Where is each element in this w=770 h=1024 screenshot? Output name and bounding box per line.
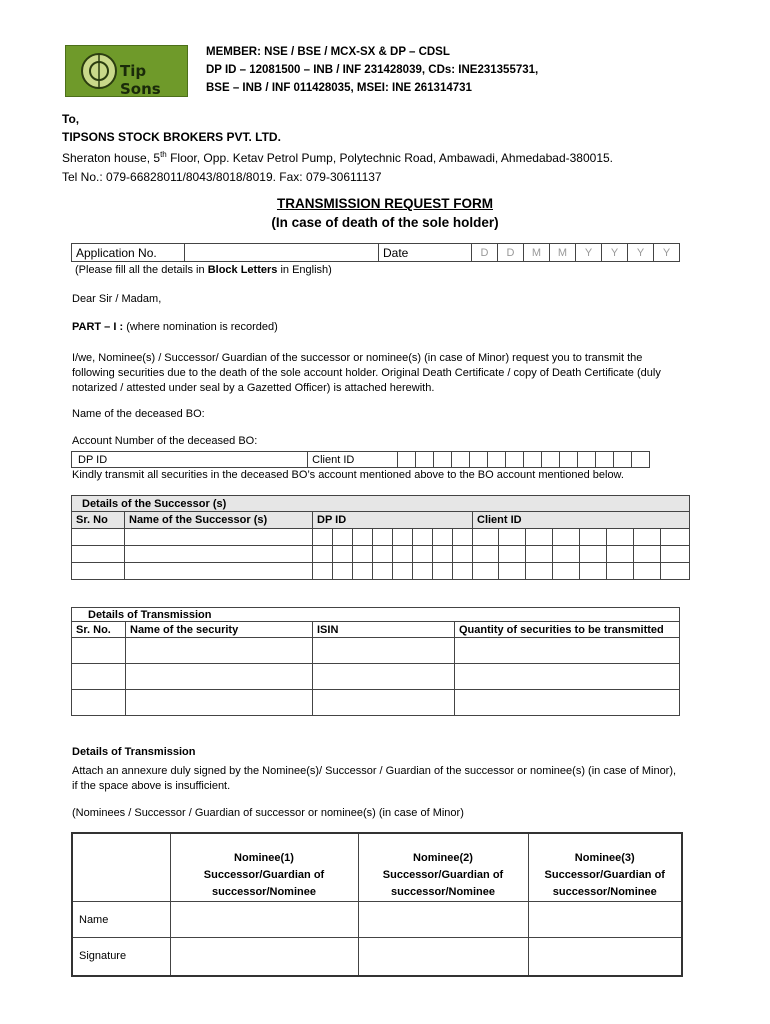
col-quantity: Quantity of securities to be transmitted [455,622,680,638]
header-line-1: MEMBER: NSE / BSE / MCX-SX & DP – CDSL [206,46,450,58]
nominee-1-name-field[interactable] [170,902,358,938]
table-row [72,638,680,664]
client-id-cell[interactable] [524,452,542,468]
nominee-1-signature-field[interactable] [170,938,358,976]
date-cell[interactable]: Y [628,244,654,262]
col-security-name: Name of the security [126,622,313,638]
dp-id-label: DP ID [72,452,308,468]
table-row [72,546,690,563]
table-row [72,563,690,580]
nominee-2-header: Nominee(2) Successor/Guardian of successor/Nominee [358,833,528,902]
client-id-cell[interactable] [632,452,650,468]
client-id-cell[interactable] [542,452,560,468]
client-id-cell[interactable] [398,452,416,468]
request-paragraph: I/we, Nominee(s) / Successor/ Guardian of the successor or nominee(s) (in case of Minor) request you to transmit the following securities due to the death of the sole account holder. Original Death Certificate / copy of Death Certificate (duly notarized / attested under seal by a Gazetted Officer) is attached herewith. [72,352,661,394]
form-title: TRANSMISSION REQUEST FORM [276,196,493,211]
form-subtitle: (In case of death of the sole holder) [271,215,499,230]
col-sr-no: Sr. No. [72,622,126,638]
part-heading: PART – I : (where nomination is recorded) [72,321,278,333]
date-cell[interactable]: M [524,244,550,262]
application-number-field[interactable] [185,244,379,262]
nominee-3-name-field[interactable] [528,902,682,938]
client-id-cell[interactable] [578,452,596,468]
transmission-table [71,607,680,716]
deceased-name-label: Name of the deceased BO: [72,408,205,420]
account-number-label: Account Number of the deceased BO: [72,435,258,447]
deceased-account-row [71,451,650,468]
col-successor-name: Name of the Successor (s) [125,512,313,529]
client-id-cell[interactable] [434,452,452,468]
date-cell[interactable]: Y [602,244,628,262]
application-row [71,243,680,262]
table-row [72,664,680,690]
block-letters-note: (Please fill all the details in Block Letters in English) [75,264,332,276]
nominee-2-name-field[interactable] [358,902,528,938]
client-id-cell[interactable] [560,452,578,468]
address-line: Sheraton house, 5th Floor, Opp. Ketav Petrol Pump, Polytechnic Road, Ambawadi, Ahmedabad-380015. [62,150,614,165]
client-id-cell[interactable] [470,452,488,468]
nominee-table [71,832,683,977]
client-id-cell[interactable] [614,452,632,468]
nominee-1-header: Nominee(1) Successor/Guardian of successor/Nominee [170,833,358,902]
date-cell[interactable]: Y [654,244,680,262]
row-signature-label: Signature [72,938,170,976]
header-line-3: BSE – INB / INF 011428035, MSEI: INE 261314731 [206,82,472,94]
successor-table [71,495,690,580]
date-cell[interactable]: M [550,244,576,262]
header-line-2: DP ID – 12081500 – INB / INF 231428039, CDs: INE231355731, [206,64,539,76]
col-sr-no: Sr. No [72,512,125,529]
table-row [72,690,680,716]
application-number-label: Application No. [72,244,185,262]
client-id-cell[interactable] [506,452,524,468]
date-label: Date [379,244,472,262]
date-cell[interactable]: Y [576,244,602,262]
client-id-cell[interactable] [416,452,434,468]
client-id-cell[interactable] [452,452,470,468]
row-name-label: Name [72,902,170,938]
client-id-label: Client ID [308,452,398,468]
annexure-text: Attach an annexure duly signed by the Nominee(s)/ Successor / Guardian of the successor or nominee(s) (in case of Minor), if the space above is insufficient. [72,765,677,792]
address-tel: Tel No.: 079-66828011/8043/8018/8019. Fax: 079-30611137 [62,170,382,184]
salutation: Dear Sir / Madam, [72,293,162,305]
logo-text: Tip Sons [120,62,161,98]
address-to: To, [62,112,80,126]
table-row [72,529,690,546]
successor-table-title: Details of the Successor (s) [72,496,690,512]
col-client-id: Client ID [473,512,690,529]
nominee-3-signature-field[interactable] [528,938,682,976]
col-dp-id: DP ID [313,512,473,529]
date-cell[interactable]: D [472,244,498,262]
nominees-note: (Nominees / Successor / Guardian of successor or nominee(s) (in case of Minor) [72,807,464,819]
client-id-cell[interactable] [488,452,506,468]
kindly-transmit-text: Kindly transmit all securities in the deceased BO’s account mentioned above to the BO account mentioned below. [72,469,624,481]
details-transmission-heading: Details of Transmission [72,746,196,758]
client-id-cell[interactable] [596,452,614,468]
transmission-table-title: Details of Transmission [72,608,680,622]
logo-emblem-icon [80,52,118,90]
nominee-3-header: Nominee(3) Successor/Guardian of successor/Nominee [528,833,682,902]
address-company: TIPSONS STOCK BROKERS PVT. LTD. [62,130,281,144]
date-cell[interactable]: D [498,244,524,262]
col-isin: ISIN [313,622,455,638]
nominee-2-signature-field[interactable] [358,938,528,976]
company-logo [65,45,188,97]
